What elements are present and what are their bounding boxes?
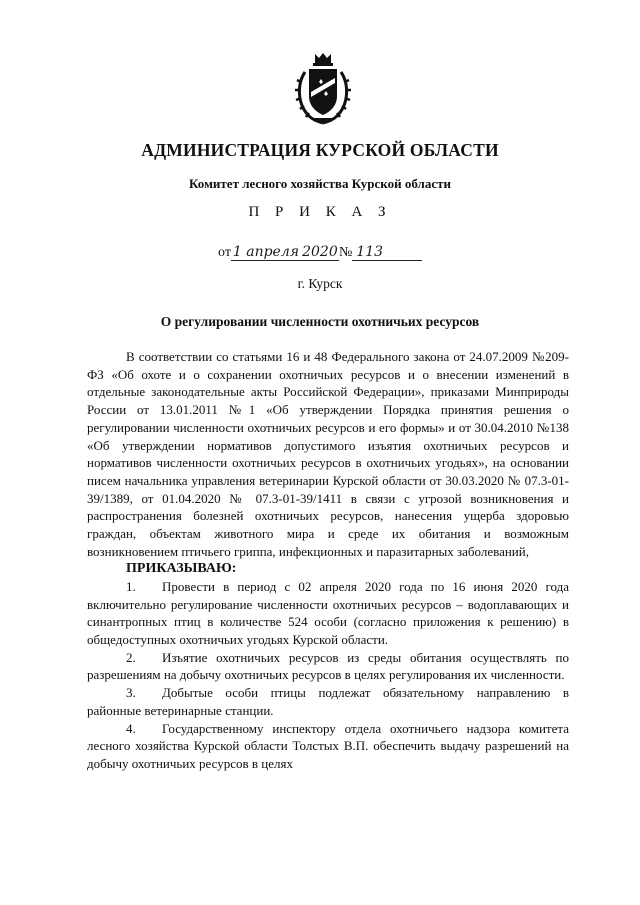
item-number: 1.	[126, 578, 136, 594]
organization-title: АДМИНИСТРАЦИЯ КУРСКОЙ ОБЛАСТИ	[141, 140, 499, 160]
item-number: 4.	[126, 720, 136, 736]
order-item-1	[87, 578, 569, 649]
order-item-3	[87, 684, 569, 719]
order-body	[87, 348, 569, 773]
item-text: Добытые особи птицы подлежат обязательному направлению в районные ветеринарные станции.	[87, 685, 569, 718]
date-prefix: от	[218, 245, 231, 260]
order-item-2	[87, 649, 569, 684]
kursk-coat-of-arms-icon	[293, 52, 353, 126]
item-text: Государственному инспектору отдела охотничьего надзора комитета лесного хозяйства Курской области Толстых В.П. обеспечить выдачу разрешений на добычу охотничьих ресурсов в целях	[87, 720, 569, 771]
item-number: 3.	[126, 685, 136, 701]
number-sign: №	[338, 245, 353, 260]
committee-name: Комитет лесного хозяйства Курской области	[189, 176, 451, 191]
preamble-paragraph: В соответствии со статьями 16 и 48 Федерального закона от 24.07.2009 №209-ФЗ «Об охоте и о сохранении охотничьих ресурсов и о внесении изменений в отдельные законодательные акты Российской Федерации», приказами Минприроды России от 13.01.2011 №1 «Об утверждении Порядка принятия решения о регулировании численности охотничьих ресурсов и его формы» и от 30.04.2010 №138 «Об утверждении нормативов допустимого изъятия охотничьих ресурсов и нормативов численности охотничьих ресурсов в охотничьих угодьях», на основании писем начальника управления ветеринарии Курской области от 30.03.2020 № 07.3-01-39/1389, от 01.04.2020 № 07.3-01-39/1411 в связи с угрозой возникновения и распространения болезней охотничьих ресурсов, нанесения ущерба здоровью граждан, объектам животного мира и среде их обитания и возможным возникновением птичьего гриппа, инфекционных и паразитарных заболеваний,	[87, 349, 569, 559]
order-date-number	[218, 244, 438, 261]
handwritten-date: 1 апреля	[232, 244, 300, 260]
order-item-4	[87, 720, 569, 773]
order-subject: О регулировании численности охотничьих ресурсов	[160, 314, 480, 329]
item-number: 2.	[126, 649, 136, 665]
item-text: Изъятие охотничьих ресурсов из среды обитания осуществлять по разрешениям на добычу охотничьих ресурсов в целях регулирования их численности.	[87, 649, 569, 683]
order-word: ПРИКАЗЫВАЮ:	[126, 561, 237, 577]
handwritten-year: 2020	[302, 244, 338, 260]
item-text: Провести в период с 02 апреля 2020 года по 16 июня 2020 года включительно регулирование численности охотничьих ресурсов – водоплавающих и синантропных птиц в количестве 524 особи (согласно приложения к решению) в общедоступных охотничьих угодьях Курской области.	[87, 578, 569, 648]
document-type: П Р И К А З	[248, 204, 392, 220]
handwritten-number: 113	[352, 244, 422, 261]
city: г. Курск	[297, 276, 343, 291]
